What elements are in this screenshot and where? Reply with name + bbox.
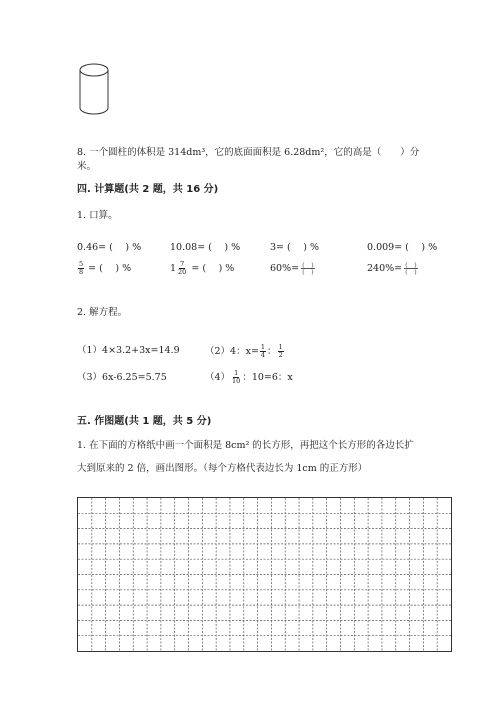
fraction: $\frac{1}{10}$ [232,369,241,385]
cylinder-figure [76,60,112,120]
oral-calc-r2-c4: 240%= $\frac{( )}{( )}$ [367,261,417,276]
oral-calc-r2-c3: 60%= $\frac{( )}{( )}$ [270,261,314,276]
oral-calc-r1-c1: 0.46= ( ) % [77,242,142,253]
q4-1-label: 1. 口算。 [77,210,118,221]
fraction: $\frac{1}{2}$ [278,343,283,359]
q4-2-label: 2. 解方程。 [77,307,128,318]
oral-calc-r2-c2: 1 $\frac{7}{20}$ = ( ) % [170,260,235,276]
fraction: $\frac{5}{8}$ [79,260,84,276]
blank-fraction: $\frac{( )}{( )}$ [302,261,314,276]
section4-title: 四. 计算题(共 2 题，共 16 分) [77,184,219,195]
oral-calc-r1-c4: 0.009= ( ) % [367,242,438,253]
q5-1-line1: 1. 在下面的方格纸中画一个面积是 8cm² 的长方形，再把这个长方形的各边长扩 [77,440,414,451]
blank-fraction: $\frac{( )}{( )}$ [405,261,417,276]
equation-1: （1）4×3.2+3x=14.9 [77,345,180,356]
section5-title: 五. 作图题(共 1 题，共 5 分) [77,416,212,427]
grid-paper[interactable] [77,497,452,652]
q5-1-line2: 大到原来的 2 倍，画出图形。（每个方格代表边长为 1cm 的正方形） [77,463,368,474]
equation-4: （4） $\frac{1}{10}$ ：10=6：x [205,369,293,385]
grid-lines [78,498,451,651]
oral-calc-r2-c1: $\frac{5}{8}$ = ( ) % [79,260,132,276]
fraction: $\frac{1}{4}$ [260,343,266,359]
oral-calc-r1-c2: 10.08= ( ) % [170,242,241,253]
equation-2: （2）4：x= $\frac{1}{4}$ ： $\frac{1}{2}$ [205,343,283,359]
fraction: $\frac{7}{20}$ [178,260,187,276]
equation-3: （3）6x-6.25=5.75 [77,372,167,383]
q8-line1: 8. 一个圆柱的体积是 314dm³，它的底面面积是 6.28dm²，它的高是（ ）分 [77,147,420,158]
oral-calc-r1-c3: 3= ( ) % [270,242,320,253]
q8-line2: 米。 [77,161,97,172]
